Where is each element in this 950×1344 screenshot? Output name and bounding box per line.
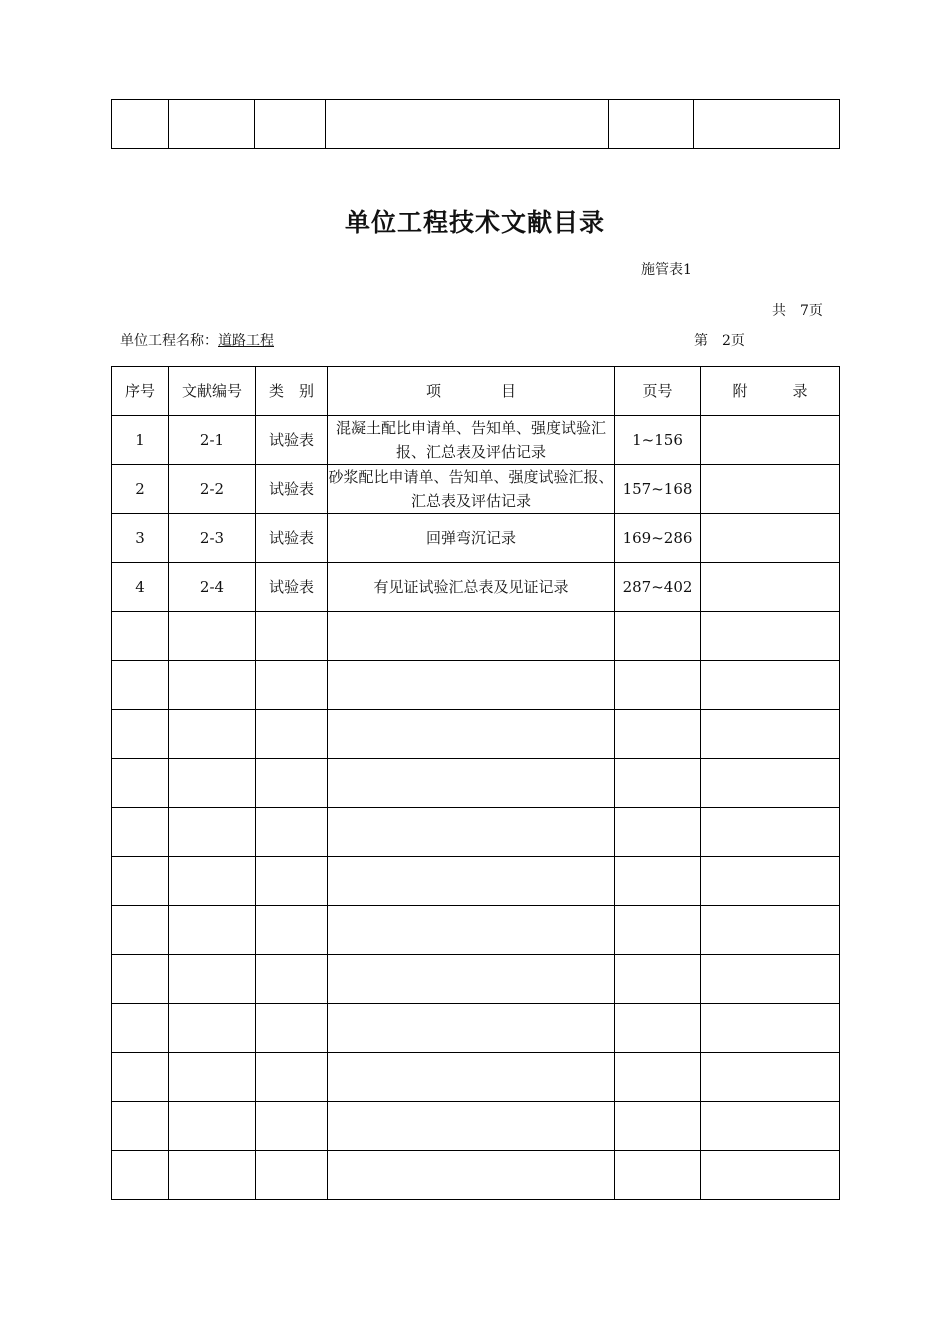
row-item: 混凝土配比申请单、告知单、强度试验汇报、汇总表及评估记录 xyxy=(328,416,615,465)
row-type: 试验表 xyxy=(256,563,328,612)
table-cell xyxy=(701,955,840,1004)
table-cell xyxy=(615,759,701,808)
table-cell xyxy=(112,1151,169,1200)
table-cell xyxy=(256,1004,328,1053)
row-code: 2-3 xyxy=(169,514,256,563)
table-cell xyxy=(256,1151,328,1200)
empty-row xyxy=(112,906,840,955)
table-cell xyxy=(701,1053,840,1102)
header-pages: 页号 xyxy=(615,367,701,416)
table-cell xyxy=(256,857,328,906)
table-cell xyxy=(328,1102,615,1151)
table-cell xyxy=(256,1102,328,1151)
table-cell xyxy=(615,1053,701,1102)
header-type: 类 别 xyxy=(256,367,328,416)
table-cell xyxy=(615,1102,701,1151)
project-name: 道路工程 xyxy=(218,333,274,349)
table-header-row xyxy=(112,367,840,416)
row-no: 2 xyxy=(112,465,169,514)
table-cell xyxy=(701,906,840,955)
table-cell xyxy=(701,759,840,808)
table-cell xyxy=(256,759,328,808)
table-cell xyxy=(112,906,169,955)
empty-row xyxy=(112,759,840,808)
page-title: 单位工程技术文献目录 xyxy=(344,208,605,237)
table-row xyxy=(112,100,840,149)
table-cell xyxy=(328,1004,615,1053)
table-cell xyxy=(256,710,328,759)
header-item: 项 目 xyxy=(328,367,615,416)
table-cell xyxy=(615,1004,701,1053)
table-cell xyxy=(328,808,615,857)
table-cell xyxy=(615,808,701,857)
row-note xyxy=(701,416,840,465)
empty-row xyxy=(112,1102,840,1151)
empty-row xyxy=(112,1053,840,1102)
table-cell xyxy=(169,710,256,759)
table-cell xyxy=(255,100,326,149)
table-cell xyxy=(328,857,615,906)
table-cell xyxy=(169,808,256,857)
table-cell xyxy=(112,612,169,661)
table-cell xyxy=(256,661,328,710)
table-cell xyxy=(328,906,615,955)
table-cell xyxy=(701,857,840,906)
table-cell xyxy=(701,1004,840,1053)
row-pages: 287~402 xyxy=(615,563,701,612)
table-cell xyxy=(328,1151,615,1200)
table-cell xyxy=(169,955,256,1004)
table-cell xyxy=(615,612,701,661)
page-number: 第 2页 xyxy=(694,333,745,349)
table-cell xyxy=(328,1053,615,1102)
table-cell xyxy=(112,955,169,1004)
table-cell xyxy=(615,710,701,759)
table-cell xyxy=(328,710,615,759)
table-cell xyxy=(701,612,840,661)
row-code: 2-2 xyxy=(169,465,256,514)
table-cell xyxy=(169,661,256,710)
table-cell xyxy=(169,100,255,149)
empty-row xyxy=(112,661,840,710)
table-cell xyxy=(694,100,840,149)
table-cell xyxy=(328,612,615,661)
previous-page-table-fragment xyxy=(111,99,840,149)
table-cell xyxy=(256,1053,328,1102)
table-cell xyxy=(256,612,328,661)
header-code: 文献编号 xyxy=(169,367,256,416)
table-row xyxy=(112,416,840,465)
empty-row xyxy=(112,808,840,857)
table-cell xyxy=(701,808,840,857)
row-code: 2-4 xyxy=(169,563,256,612)
header-note: 附 录 xyxy=(701,367,840,416)
table-cell xyxy=(328,759,615,808)
table-row xyxy=(112,563,840,612)
table-cell xyxy=(169,1053,256,1102)
row-item: 有见证试验汇总表及见证记录 xyxy=(328,563,615,612)
row-note xyxy=(701,465,840,514)
row-no: 3 xyxy=(112,514,169,563)
table-cell xyxy=(112,808,169,857)
empty-row xyxy=(112,710,840,759)
table-cell xyxy=(615,857,701,906)
table-cell xyxy=(701,710,840,759)
row-type: 试验表 xyxy=(256,514,328,563)
empty-row xyxy=(112,857,840,906)
empty-row xyxy=(112,955,840,1004)
table-cell xyxy=(112,661,169,710)
table-cell xyxy=(169,906,256,955)
table-cell xyxy=(615,955,701,1004)
table-cell xyxy=(169,759,256,808)
table-cell xyxy=(169,1151,256,1200)
table-cell xyxy=(256,808,328,857)
table-cell xyxy=(112,1053,169,1102)
table-cell xyxy=(112,710,169,759)
table-cell xyxy=(326,100,609,149)
table-cell xyxy=(328,661,615,710)
table-cell xyxy=(701,661,840,710)
table-cell xyxy=(328,955,615,1004)
document-catalog-table xyxy=(111,366,840,1200)
row-item: 回弹弯沉记录 xyxy=(328,514,615,563)
row-note xyxy=(701,514,840,563)
table-cell xyxy=(256,955,328,1004)
row-pages: 157~168 xyxy=(615,465,701,514)
empty-row xyxy=(112,1004,840,1053)
table-cell xyxy=(169,612,256,661)
form-code: 施管表1 xyxy=(641,262,692,278)
row-no: 1 xyxy=(112,416,169,465)
empty-row xyxy=(112,612,840,661)
row-type: 试验表 xyxy=(256,416,328,465)
row-pages: 169~286 xyxy=(615,514,701,563)
table-cell xyxy=(169,1102,256,1151)
table-cell xyxy=(112,1102,169,1151)
table-cell xyxy=(112,759,169,808)
total-pages: 共 7页 xyxy=(772,303,823,319)
table-cell xyxy=(701,1151,840,1200)
row-note xyxy=(701,563,840,612)
header-no: 序号 xyxy=(112,367,169,416)
table-cell xyxy=(701,1102,840,1151)
table-cell xyxy=(112,1004,169,1053)
table-row xyxy=(112,465,840,514)
row-no: 4 xyxy=(112,563,169,612)
table-cell xyxy=(615,661,701,710)
table-cell xyxy=(615,906,701,955)
table-cell xyxy=(609,100,694,149)
row-pages: 1~156 xyxy=(615,416,701,465)
project-name-line xyxy=(120,330,274,350)
table-cell xyxy=(169,857,256,906)
table-row xyxy=(112,514,840,563)
empty-row xyxy=(112,1151,840,1200)
table-cell xyxy=(169,1004,256,1053)
table-cell xyxy=(112,100,169,149)
table-cell xyxy=(112,857,169,906)
table-cell xyxy=(615,1151,701,1200)
row-type: 试验表 xyxy=(256,465,328,514)
project-label: 单位工程名称： xyxy=(120,333,218,349)
row-item: 砂浆配比申请单、告知单、强度试验汇报、汇总表及评估记录 xyxy=(328,465,615,514)
row-code: 2-1 xyxy=(169,416,256,465)
table-cell xyxy=(256,906,328,955)
